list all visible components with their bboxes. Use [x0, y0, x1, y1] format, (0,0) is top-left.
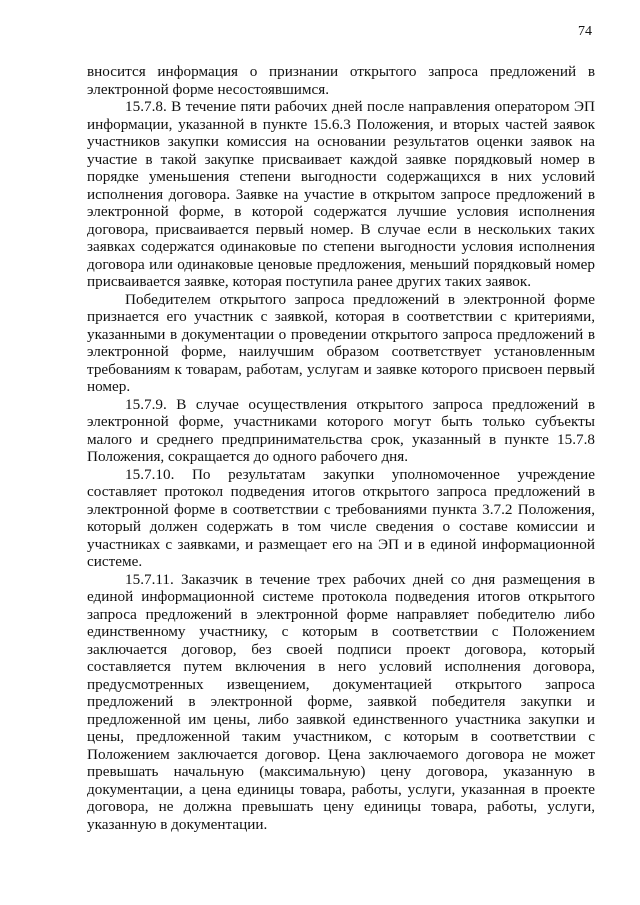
page-number: 74	[578, 24, 592, 39]
document-body	[87, 63, 595, 833]
paragraph-clause-15-7-11: 15.7.11. Заказчик в течение трех рабочих дней со дня размещения в единой информационной системе протокола подведения итогов открытого запроса предложений в электронной форме направляет победителю либо единственному участнику, с которым в соответствии с Положением заключается договор, без своей подписи проект договора, который составляется путем включения в него условий исполнения договора, предусмотренных извещением, документацией открытого запроса предложений в электронной форме, заявкой победителя закупки и предложенной им цены, либо заявкой единственного участника закупки и цены, предложенной таким участником, с которым в соответствии с Положением заключается договор. Цена заключаемого договора не может превышать начальную (максимальную) цену договора, указанную в документации, а цена единицы товара, работы, услуги, указанная в проекте договора, не должна превышать цену единицы товара, работы, услуги, указанную в документации.	[87, 570, 595, 833]
paragraph-continuation: вносится информация о признании открытого запроса предложений в электронной форме несостоявшимся.	[87, 63, 595, 98]
paragraph-winner: Победителем открытого запроса предложений в электронной форме признается его участник с заявкой, которая в соответствии с критериями, указанными в документации о проведении открытого запроса предложений в электронной форме, наилучшим образом соответствует установленным требованиям к товарам, работам, услугам и заявке которого присвоен первый номер.	[87, 290, 595, 395]
paragraph-clause-15-7-10: 15.7.10. По результатам закупки уполномоченное учреждение составляет протокол подведения итогов открытого запроса предложений в электронной форме в соответствии с требованиями пункта 3.7.2 Положения, который должен содержать в том числе сведения о составе комиссии и участниках с заявками, и размещает его на ЭП и в единой информационной системе.	[87, 465, 595, 570]
paragraph-clause-15-7-9: 15.7.9. В случае осуществления открытого запроса предложений в электронной форме, участниками которого могут быть только субъекты малого и среднего предпринимательства срок, указанный в пункте 15.7.8 Положения, сокращается до одного рабочего дня.	[87, 395, 595, 465]
paragraph-clause-15-7-8: 15.7.8. В течение пяти рабочих дней после направления оператором ЭП информации, указанной в пункте 15.6.3 Положения, и вторых частей заявок участников закупки комиссия на основании результатов оценки заявок на участие в такой закупке присваивает каждой заявке порядковый номер в порядке уменьшения степени выгодности содержащихся в них условий исполнения договора. Заявке на участие в открытом запросе предложений в электронной форме, в которой содержатся лучшие условия исполнения договора, присваивается первый номер. В случае если в нескольких таких заявках содержатся одинаковые по степени выгодности условия исполнения договора или одинаковые ценовые предложения, меньший порядковый номер присваивается заявке, которая поступила ранее других таких заявок.	[87, 98, 595, 290]
